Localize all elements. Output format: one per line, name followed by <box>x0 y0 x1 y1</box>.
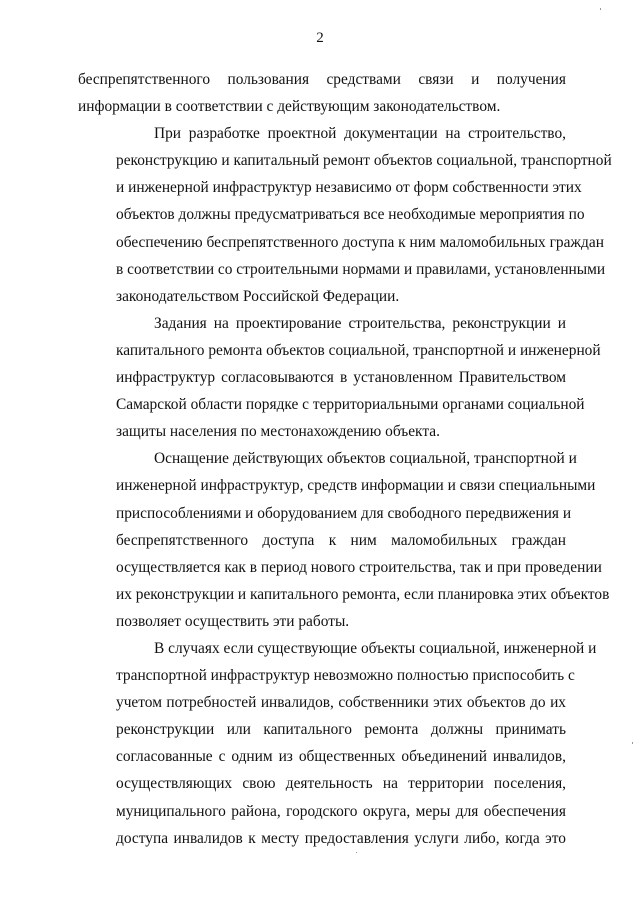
text-line: в соответствии со строительными нормами и правилами, установленными <box>116 260 606 278</box>
text-line: позволяет осуществить эти работы. <box>116 612 350 630</box>
text-line: При разработке проектной документации на строительство, <box>154 125 566 143</box>
text-line: реконструкцию и капитальный ремонт объектов социальной, транспортной <box>116 152 612 170</box>
text-line: объектов должны предусматриваться все необходимые мероприятия по <box>116 206 585 224</box>
paragraph <box>78 635 597 852</box>
paragraph <box>78 310 601 445</box>
text-line: учетом потребностей инвалидов, собственники этих объектов до их <box>116 694 566 712</box>
text-line: капитального ремонта объектов социальной, транспортной и инженерной <box>116 341 601 359</box>
text-line: информации в соответствии с действующим законодательством. <box>78 98 501 116</box>
text-line: беспрепятственного пользования средствами связи и получения <box>78 71 566 88</box>
scan-speck <box>632 742 633 744</box>
text-line: инфраструктур согласовываются в установленном Правительством <box>116 369 566 387</box>
text-line: инженерной инфраструктур, средств информации и связи специальными <box>116 477 596 495</box>
text-line: транспортной инфраструктур невозможно полностью приспособить с <box>116 667 575 685</box>
text-line: законодательством Российской Федерации. <box>116 287 400 305</box>
document-body <box>78 66 612 852</box>
scan-speck <box>600 8 601 10</box>
text-line: муниципального района, городского округа, меры для обеспечения <box>116 802 566 820</box>
scan-speck <box>356 852 357 853</box>
paragraph <box>78 445 610 635</box>
page-number: 2 <box>316 30 324 46</box>
text-line: В случаях если существующие объекты социальной, инженерной и <box>154 639 597 657</box>
text-line: беспрепятственного доступа к ним маломобильных граждан <box>116 531 566 549</box>
paragraph <box>78 120 612 310</box>
text-line: доступа инвалидов к месту предоставления услуги либо, когда это <box>116 829 566 847</box>
paragraph <box>78 66 566 120</box>
text-line: приспособлениями и оборудованием для свободного передвижения и <box>116 504 572 522</box>
text-line: Самарской области порядке с территориальными органами социальной <box>116 396 585 414</box>
text-line: реконструкции или капитального ремонта должны принимать <box>116 721 566 739</box>
text-line: осуществляется как в период нового строительства, так и при проведении <box>116 558 602 576</box>
text-line: согласованные с одним из общественных объединений инвалидов, <box>116 748 566 766</box>
text-line: Задания на проектирование строительства, реконструкции и <box>154 314 566 332</box>
text-line: их реконструкции и капитального ремонта, если планировка этих объектов <box>116 585 610 603</box>
text-line: и инженерной инфраструктур независимо от форм собственности этих <box>116 179 582 197</box>
text-line: Оснащение действующих объектов социальной, транспортной и <box>154 450 577 468</box>
text-line: защиты населения по местонахождению объекта. <box>116 423 440 441</box>
text-line: обеспечению беспрепятственного доступа к ним маломобильных граждан <box>116 233 604 251</box>
text-line: осуществляющих свою деятельность на территории поселения, <box>116 775 566 793</box>
